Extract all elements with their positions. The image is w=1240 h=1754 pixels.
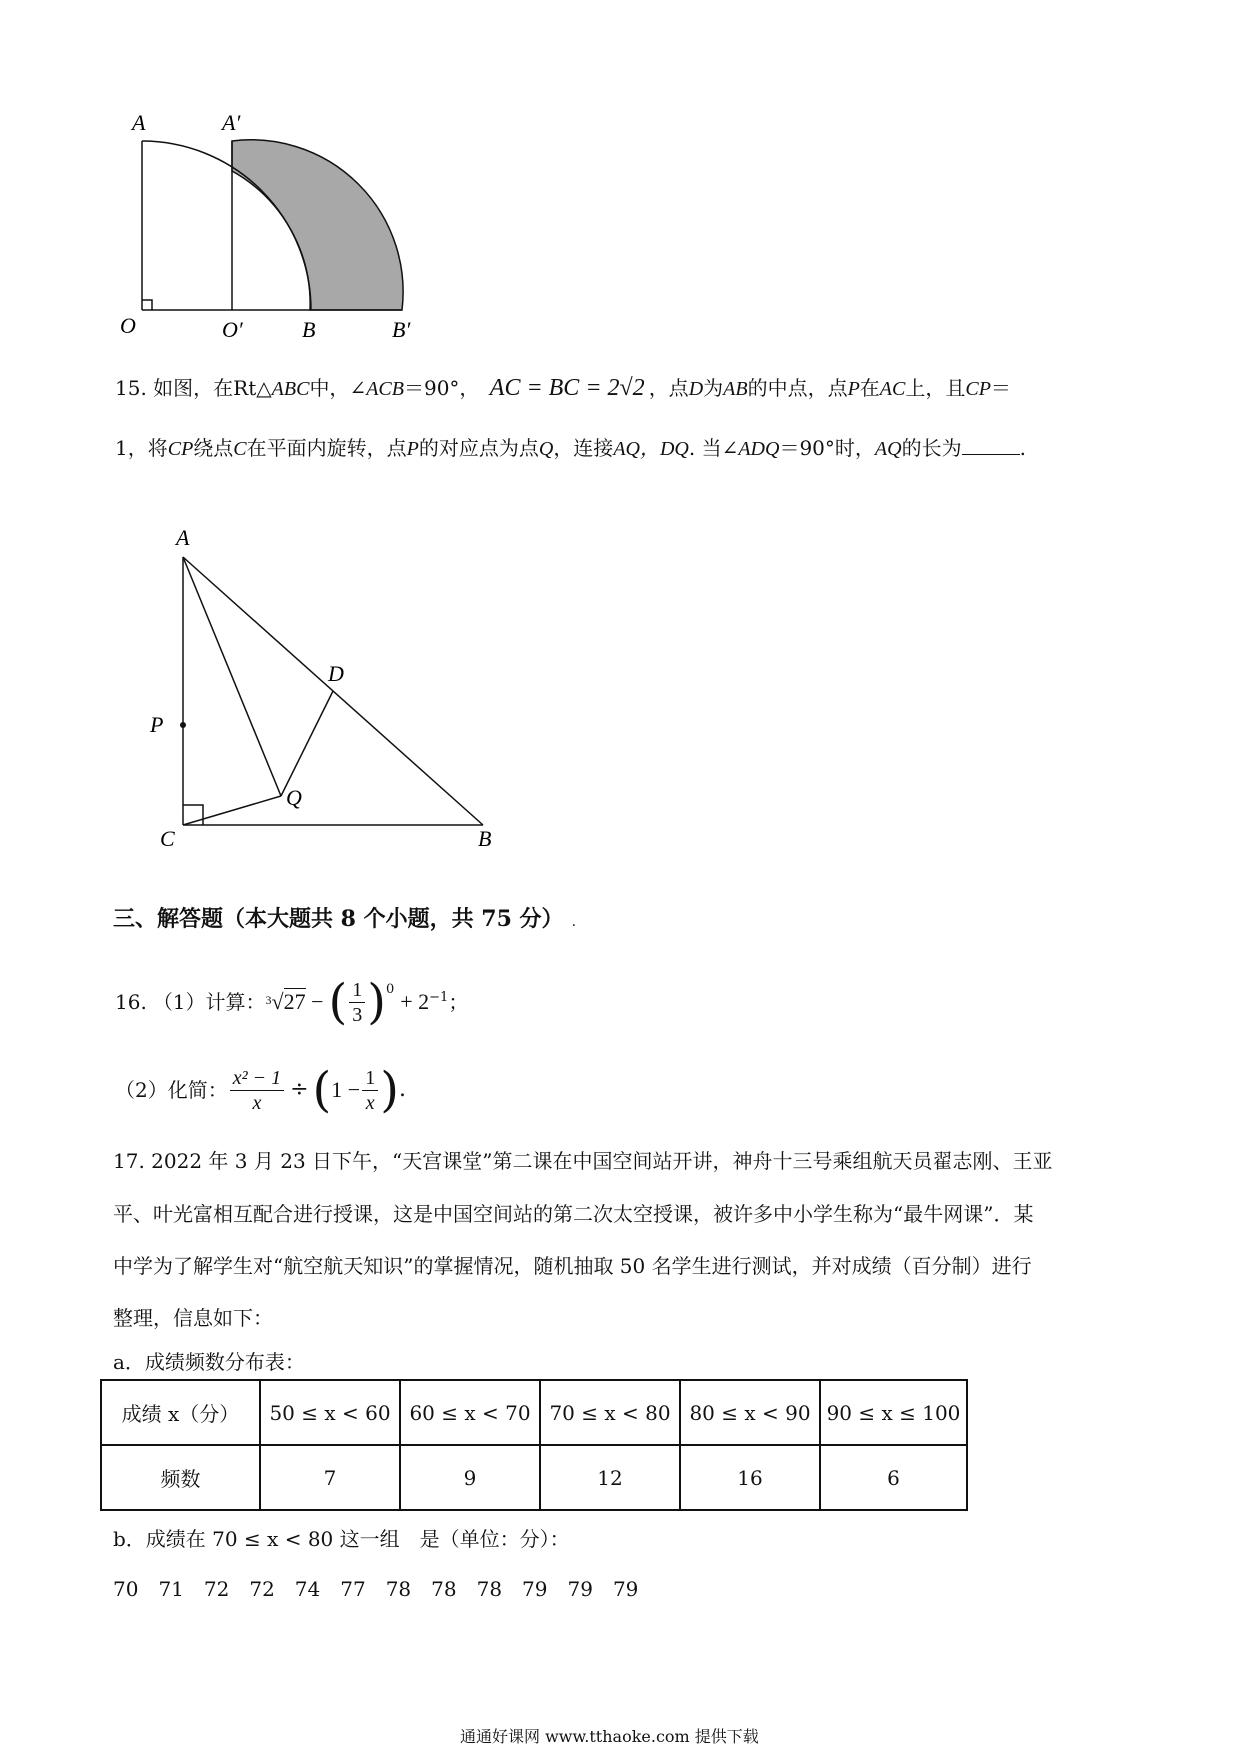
table-cell: 6 <box>820 1445 967 1510</box>
q15-text: . 当 <box>688 436 722 460</box>
q15-text: 1，将 <box>115 436 168 460</box>
q15-text: 如图，在 <box>153 376 234 400</box>
right-angle-marker <box>142 300 152 310</box>
label-B: B <box>478 826 492 851</box>
q15-text: 的对应点为点 <box>418 436 539 460</box>
label-D: D <box>328 661 344 686</box>
table-header-cell: 90 ≤ x ≤ 100 <box>820 1380 967 1445</box>
label-O-prime: O′ <box>222 317 243 342</box>
q15-number: 15. <box>115 376 147 400</box>
table-cell: 12 <box>540 1445 680 1510</box>
q17-line1: 17. 2022 年 3 月 23 日下午，“天宫课堂”第二课在中国空间站开讲，神舟十三号乘组航天员翟志刚、王亚 <box>113 1149 1053 1173</box>
q17-b-label: b．成绩在 70 ≤ x < 80 这一组 是（单位：分）： <box>113 1527 570 1551</box>
line-AQ <box>183 557 281 796</box>
q15-text: 中， <box>309 376 350 400</box>
q16-part1 <box>115 972 468 1032</box>
line-CQ <box>183 796 281 825</box>
label-C: C <box>160 826 175 851</box>
q15-text: 绕点 <box>193 436 234 460</box>
fraction-one-over-x <box>362 1066 378 1115</box>
q16-part2-label: （2）化简： <box>115 1078 228 1102</box>
point-P-dot <box>180 722 186 728</box>
section-title-text: 三、解答题（本大题共 8 个小题，共 75 分） <box>113 906 564 932</box>
left-paren: ( <box>328 974 348 1030</box>
one-minus: 1 − <box>331 1077 361 1102</box>
exponent-zero: 0 <box>385 982 395 997</box>
right-paren: ) <box>380 1062 399 1118</box>
q15-segment-aq: AQ <box>874 438 902 460</box>
right-paren: ) <box>367 974 386 1030</box>
q15-line1 <box>115 374 1011 403</box>
q15-segment-cp: CP <box>167 438 194 460</box>
line-DQ <box>281 691 333 796</box>
q15-text: 在 <box>859 376 880 400</box>
left-paren: ( <box>312 1062 332 1118</box>
table-cell: 16 <box>680 1445 820 1510</box>
cube-root: 3 √27 <box>272 988 306 1016</box>
q15-angle: ∠ACB <box>349 378 404 400</box>
table-cell: 9 <box>400 1445 540 1510</box>
q15-point-q: Q <box>538 438 554 460</box>
radicand: 27 <box>283 989 306 1014</box>
q15-point-d: D <box>688 378 704 400</box>
q15-point-p: P <box>847 378 860 400</box>
label-A: A <box>132 110 146 135</box>
section-title-dot: . <box>571 914 577 930</box>
q15-abc: ABC <box>271 378 310 400</box>
label-A: A <box>176 525 190 550</box>
denominator: x <box>365 1091 375 1114</box>
q17-line2: 平、叶光富相互配合进行授课，这是中国空间站的第二次太空授课，被许多中小学生称为“最牛网课”．某 <box>113 1202 1034 1226</box>
table-row <box>101 1445 967 1510</box>
q15-line2 <box>115 432 1026 463</box>
denominator: 3 <box>352 1003 363 1026</box>
divide-sign: ÷ <box>290 1077 309 1102</box>
fraction-x2-minus-1-over-x <box>230 1066 284 1115</box>
numerator: 1 <box>349 978 365 1003</box>
q15-text: 上，且 <box>905 376 966 400</box>
figure-sector-diagram <box>110 105 430 345</box>
q15-rt: Rt△ <box>233 376 272 400</box>
q17-line4: 整理，信息如下： <box>113 1306 273 1330</box>
q16-part1-label: （1）计算： <box>152 990 266 1014</box>
q15-text: ＝90°， <box>403 376 480 400</box>
root-index: 3 <box>265 993 272 1007</box>
table-cell: 7 <box>260 1445 400 1510</box>
q15-text: ，连接 <box>553 436 614 460</box>
numerator: x² − 1 <box>230 1066 284 1091</box>
q15-segment-ac: AC <box>879 378 906 400</box>
q15-text: . <box>1019 436 1026 460</box>
q15-text: 的中点，点 <box>747 376 848 400</box>
frequency-table <box>100 1379 968 1511</box>
q15-text: 在平面内旋转，点 <box>246 436 407 460</box>
label-A-prime: A′ <box>222 110 241 135</box>
denominator: x <box>252 1091 262 1114</box>
table-header-cell: 70 ≤ x < 80 <box>540 1380 680 1445</box>
q15-text: 的长为 <box>901 436 962 460</box>
q17-scores: 70 71 72 72 74 77 78 78 78 79 79 79 <box>113 1577 639 1601</box>
numerator: 1 <box>362 1066 378 1091</box>
shaded-region <box>232 140 403 310</box>
semicolon: ； <box>448 990 469 1014</box>
q15-segments-aq-dq: AQ，DQ <box>613 438 689 460</box>
section-title <box>113 902 576 933</box>
period: . <box>398 1077 406 1102</box>
table-cell: 频数 <box>101 1445 260 1510</box>
label-B: B <box>302 317 316 342</box>
q15-text: ，点 <box>648 376 689 400</box>
q15-text: ＝ <box>990 376 1011 400</box>
label-Q: Q <box>286 785 302 810</box>
label-B-prime: B′ <box>392 317 411 342</box>
minus-sign: − <box>309 989 325 1014</box>
label-O: O <box>120 313 136 338</box>
table-header-cell: 60 ≤ x < 70 <box>400 1380 540 1445</box>
q15-text: ＝90°时， <box>779 436 875 460</box>
q17-a-label: a．成绩频数分布表： <box>113 1350 305 1374</box>
page-footer: 通通好课网 www.tthaoke.com 提供下载 <box>460 1727 759 1746</box>
fraction-one-third <box>349 978 365 1027</box>
q15-point-c: C <box>233 438 247 460</box>
table-row <box>101 1380 967 1445</box>
q15-point-p: P <box>406 438 419 460</box>
q15-formula: AC = BC = 2√2 <box>489 375 645 401</box>
answer-blank <box>962 432 1020 455</box>
q17-line3: 中学为了解学生对“航空航天知识”的掌握情况，随机抽取 50 名学生进行测试，并对成绩（百分制）进行 <box>113 1254 1032 1278</box>
q16-part2 <box>115 1058 406 1122</box>
q15-text: 为 <box>703 376 724 400</box>
q15-segment-cp: CP <box>965 378 991 400</box>
label-P: P <box>150 712 164 737</box>
plus-two: + 2 <box>400 989 430 1014</box>
table-header-cell: 成绩 x（分） <box>101 1380 260 1445</box>
table-header-cell: 80 ≤ x < 90 <box>680 1380 820 1445</box>
q15-angle-adq: ∠ADQ <box>721 438 780 460</box>
table-header-cell: 50 ≤ x < 60 <box>260 1380 400 1445</box>
exponent-neg-one: −1 <box>429 990 449 1005</box>
figure-triangle-diagram <box>140 515 510 860</box>
q16-number: 16. <box>115 990 147 1014</box>
q15-segment-ab: AB <box>723 378 748 400</box>
